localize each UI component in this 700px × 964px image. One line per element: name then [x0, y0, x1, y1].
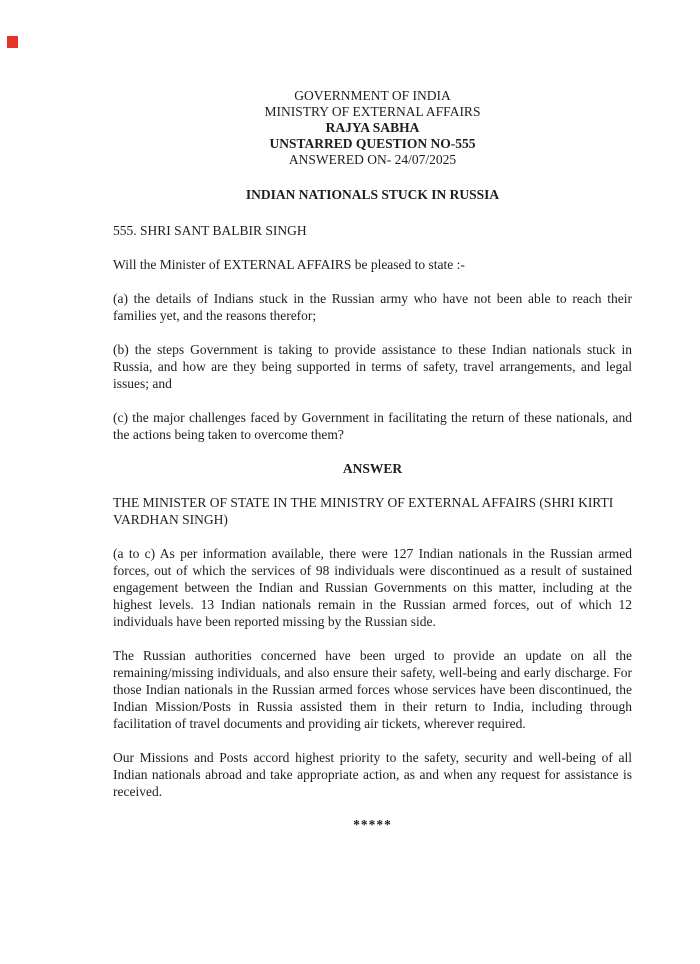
header-question-number: UNSTARRED QUESTION NO-555 [269, 136, 476, 151]
header-government: GOVERNMENT OF INDIA [294, 88, 451, 103]
minister-designation: THE MINISTER OF STATE IN THE MINISTRY OF EXTERNAL AFFAIRS (SHRI KIRTI VARDHAN SINGH) [113, 495, 614, 527]
header-ministry: MINISTRY OF EXTERNAL AFFAIRS [264, 104, 481, 119]
question-part-c: (c) the major challenges faced by Government in facilitating the return of these nationals, and the actions being taken to overcome them? [113, 410, 632, 442]
answer-heading: ANSWER [342, 461, 403, 476]
header-house: RAJYA SABHA [325, 120, 420, 135]
header-answered-date: ANSWERED ON- 24/07/2025 [288, 152, 457, 167]
question-part-b: (b) the steps Government is taking to provide assistance to these Indian nationals stuck in Russia, and how are they being supported in terms of safety, travel arrangements, and legal issues; and [113, 342, 632, 391]
document-title: INDIAN NATIONALS STUCK IN RUSSIA [245, 187, 500, 202]
answer-paragraph-2: The Russian authorities concerned have been urged to provide an update on all the remaining/missing individuals, and also ensure their safety, well-being and early discharge. For those Indian nationals in the Russian armed forces whose services have been discontinued, the Indian Mission/Posts in Russia assisted them in their return to India, including through facilitation of travel documents and providing air tickets, wherever required. [113, 648, 632, 731]
document-content [113, 88, 632, 833]
question-member: 555. SHRI SANT BALBIR SINGH [113, 223, 307, 238]
answer-paragraph-1: (a to c) As per information available, there were 127 Indian nationals in the Russian armed forces, out of which the services of 98 individuals were discontinued as a result of sustained engagement between the Indian and Russian Governments on this matter, including at the highest levels. 13 Indian nationals remain in the Russian armed forces, out of which 12 individuals have been reported missing by the Russian side. [113, 546, 632, 629]
corner-red-marker [7, 36, 18, 48]
question-intro: Will the Minister of EXTERNAL AFFAIRS be pleased to state :- [113, 257, 465, 272]
footer-stars: ***** [353, 817, 392, 832]
answer-paragraph-3: Our Missions and Posts accord highest priority to the safety, security and well-being of all Indian nationals abroad and take appropriate action, as and when any request for assistance is received. [113, 750, 632, 799]
question-part-a: (a) the details of Indians stuck in the Russian army who have not been able to reach their families yet, and the reasons therefor; [113, 291, 632, 323]
